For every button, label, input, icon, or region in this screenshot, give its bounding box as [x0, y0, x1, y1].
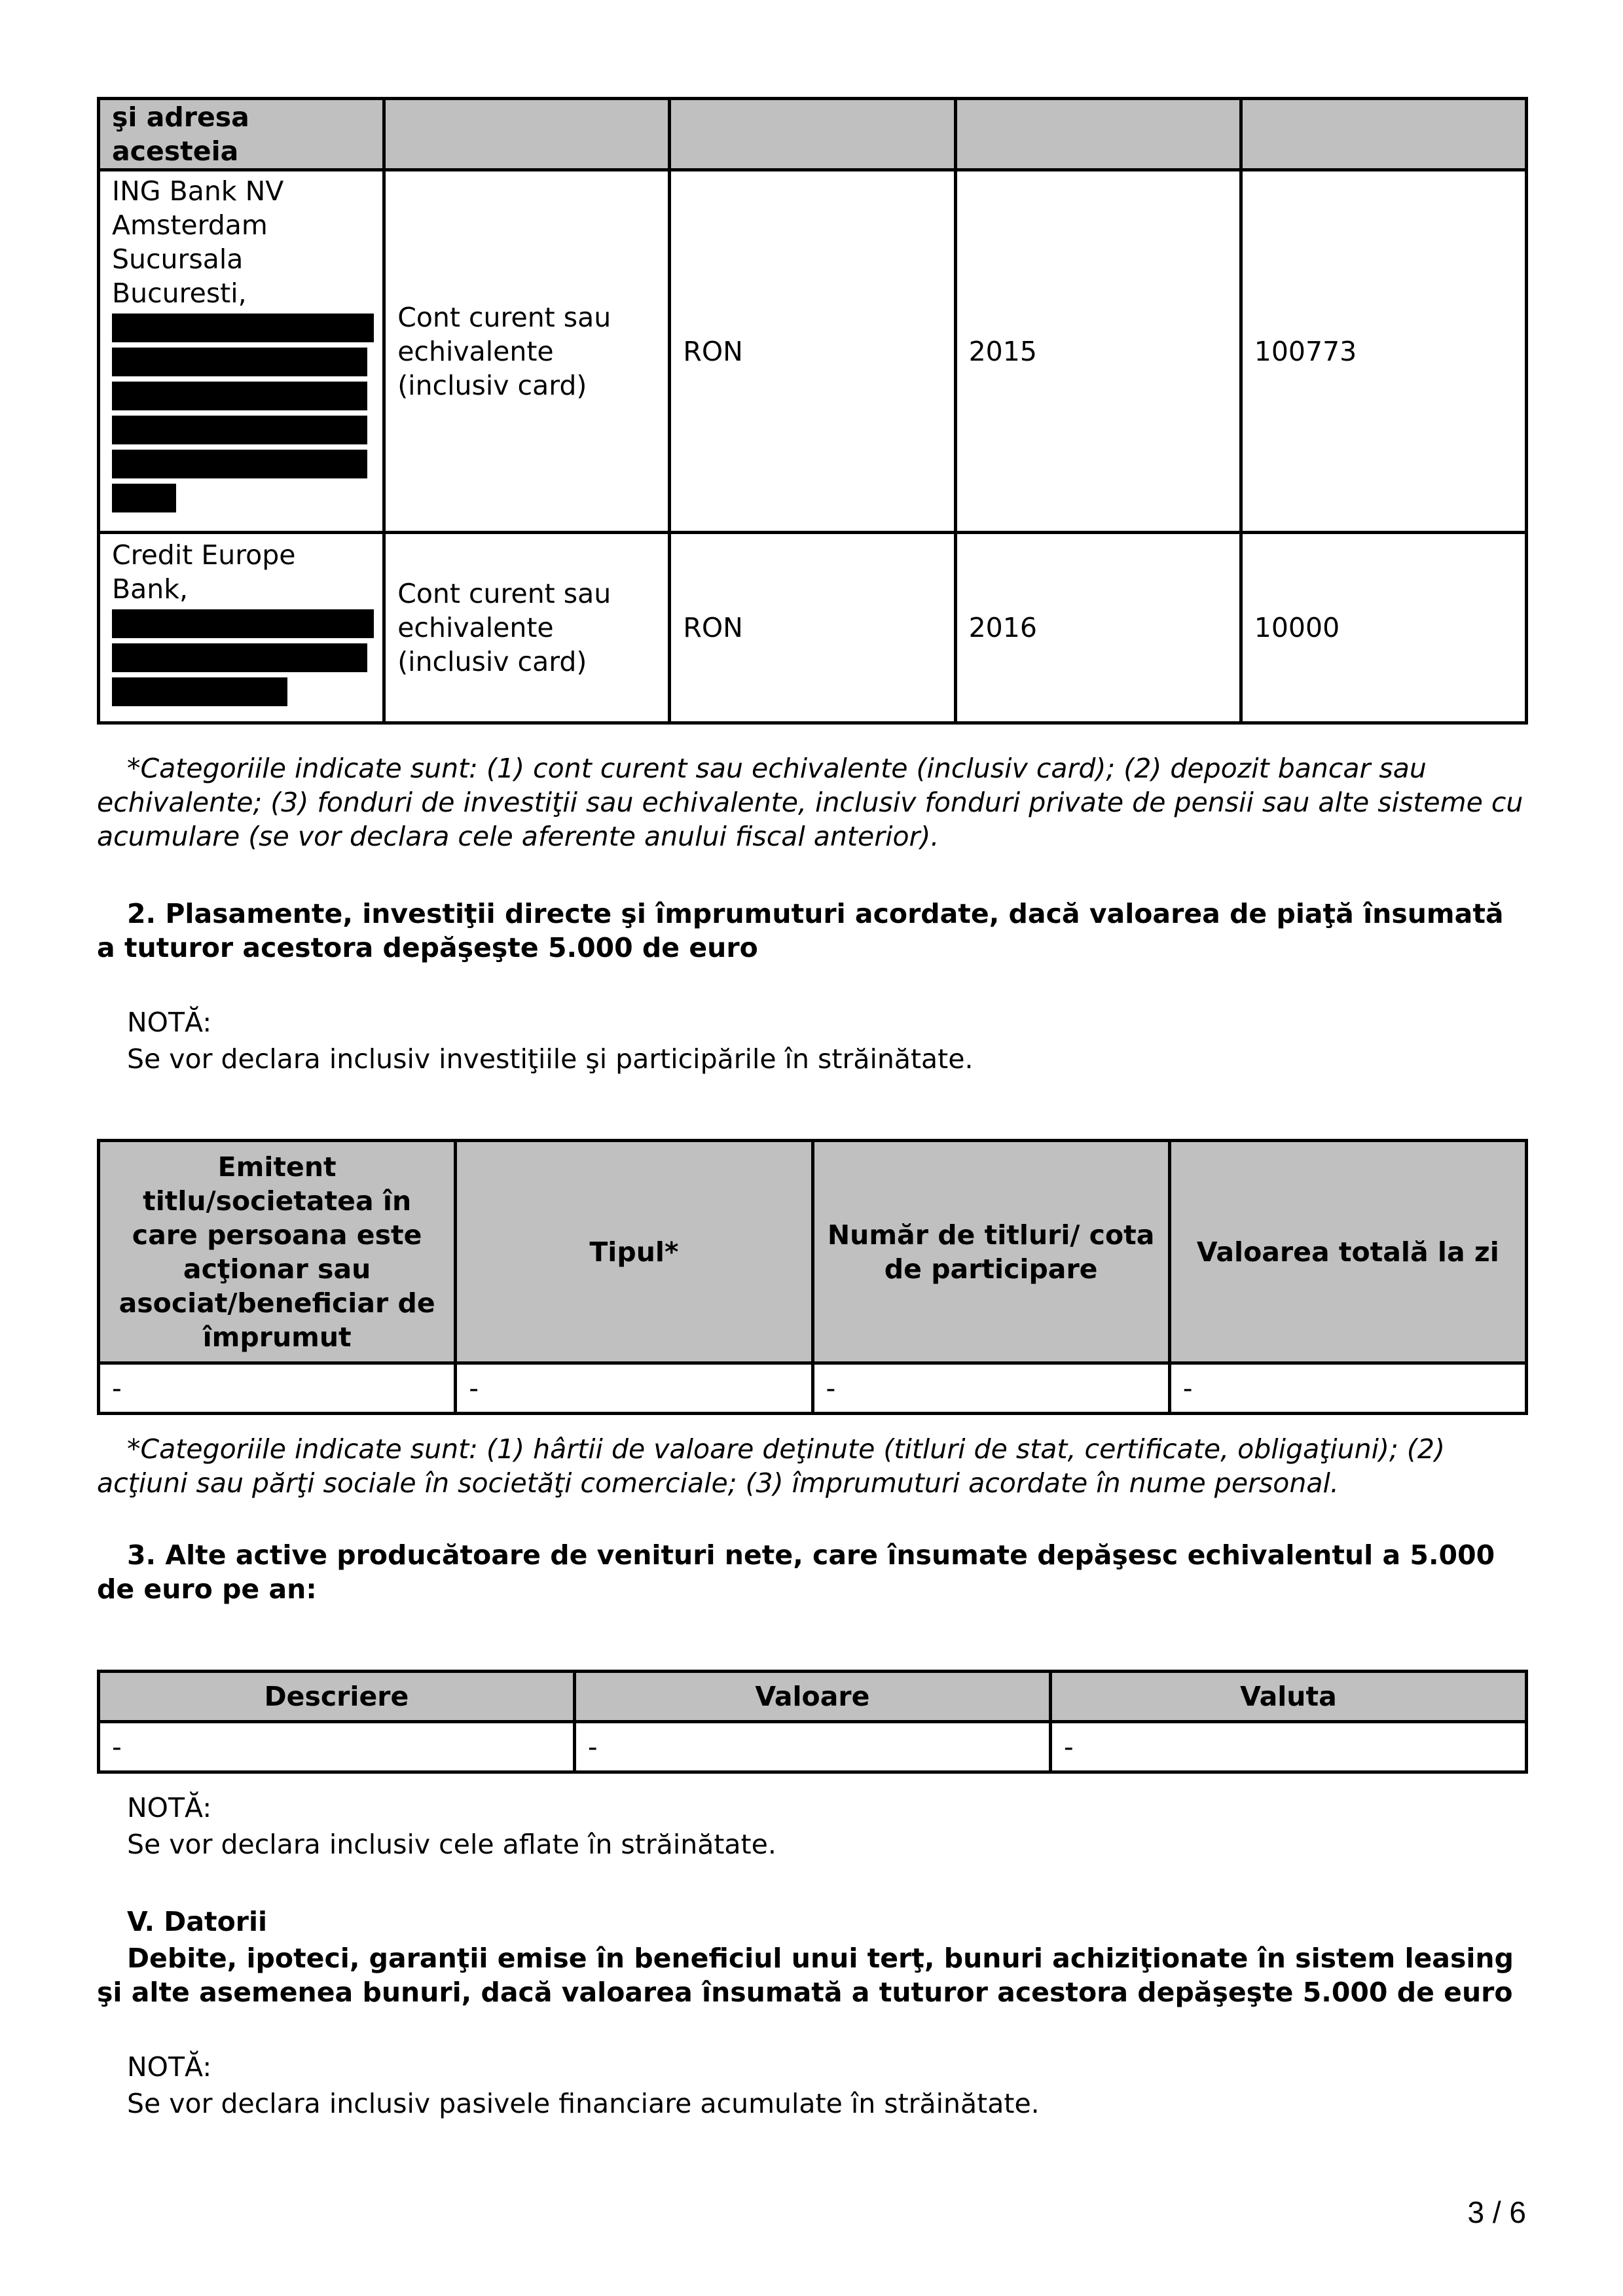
redaction-block: [112, 677, 287, 706]
balance-cell: 10000: [1241, 533, 1526, 723]
category-cell: Cont curent sau echivalente (inclusiv card): [384, 533, 670, 723]
section-3-title: 3. Alte active producătoare de venituri nete, care însumate depăşesc echivalentul a 5.000 de euro pe an:: [97, 1539, 1495, 1605]
category-cell: Cont curent sau echivalente (inclusiv card): [384, 170, 670, 533]
header-cell: [1241, 99, 1526, 170]
section-5-nota-text: Se vor declara inclusiv pasivele financiare acumulate în străinătate.: [127, 2088, 1040, 2119]
header-cell: Tipul*: [456, 1141, 812, 1363]
header-cell: şi adresa acesteia: [99, 99, 384, 170]
section-3-nota-label: NOTĂ:: [127, 1792, 212, 1823]
redaction-block: [112, 450, 367, 478]
section-5-nota-label: NOTĂ:: [127, 2051, 212, 2083]
redaction-block: [112, 348, 367, 376]
header-cell: Emitent titlu/societatea în care persoana este acţionar sau asociat/beneficiar de împrumut: [99, 1141, 456, 1363]
investments-table: [97, 1139, 1528, 1415]
table-cell: -: [1169, 1363, 1526, 1414]
currency-cell: RON: [670, 170, 955, 533]
header-cell: Descriere: [99, 1672, 575, 1722]
table-header-row: [99, 99, 1527, 170]
section-5-subtitle: Debite, ipoteci, garanţii emise în beneficiul unui terţ, bunuri achiziţionate în sistem leasing şi alte asemenea bunuri, dacă valoarea însumată a tuturor acestora depăşeşte 5.000 de euro: [97, 1943, 1514, 2008]
section-2-title: 2. Plasamente, investiţii directe şi împrumuturi acordate, dacă valoarea de piaţă însumată a tuturor acestora depăşeşte 5.000 de euro: [97, 898, 1504, 963]
header-cell: [670, 99, 955, 170]
section-3-nota-text: Se vor declara inclusiv cele aflate în străinătate.: [127, 1829, 776, 1860]
header-cell: [955, 99, 1241, 170]
header-cell: Valoarea totală la zi: [1169, 1141, 1526, 1363]
investments-categories-note: *Categoriile indicate sunt: (1) hârtii de valoare deţinute (titluri de stat, certificate, obligaţiuni); (2) acţiuni sau părţi sociale în societăţi comerciale; (3) împrumuturi acordate în nume personal.: [97, 1433, 1445, 1499]
header-cell: [384, 99, 670, 170]
table-cell: -: [99, 1363, 456, 1414]
table-row: [99, 170, 1527, 533]
redaction-block: [112, 314, 374, 342]
section-5-title: V. Datorii: [127, 1906, 268, 1937]
institution-cell: [99, 533, 384, 723]
bank-accounts-table: [97, 97, 1528, 725]
table-row: [99, 1722, 1527, 1772]
table-row: [99, 1363, 1527, 1414]
table-row: [99, 533, 1527, 723]
year-cell: 2015: [955, 170, 1241, 533]
currency-cell: RON: [670, 533, 955, 723]
institution-cell: [99, 170, 384, 533]
table-cell: -: [99, 1722, 575, 1772]
redaction-block: [112, 609, 374, 638]
section-2-nota-text: Se vor declara inclusiv investiţiile şi participările în străinătate.: [127, 1043, 974, 1075]
institution-name: Credit Europe Bank,: [112, 539, 296, 605]
redaction-block: [112, 643, 367, 672]
institution-name: ING Bank NV Amsterdam Sucursala Bucuresti,: [112, 175, 284, 309]
redaction-block: [112, 416, 367, 444]
table-header-row: [99, 1672, 1527, 1722]
table-cell: -: [812, 1363, 1169, 1414]
table-cell: -: [456, 1363, 812, 1414]
header-cell: Valuta: [1050, 1672, 1526, 1722]
page-number: 3 / 6: [1467, 2195, 1526, 2229]
accounts-categories-note: *Categoriile indicate sunt: (1) cont curent sau echivalente (inclusiv card); (2) depozit bancar sau echivalente; (3) fonduri de investiţii sau echivalente, inclusiv fonduri private de pensii sau alte sisteme cu acumulare (se vor declara cele aferente anului fiscal anterior).: [97, 753, 1523, 852]
header-cell: Valoare: [574, 1672, 1050, 1722]
redaction-block: [112, 484, 176, 512]
redaction-block: [112, 382, 367, 410]
other-assets-table: [97, 1670, 1528, 1774]
table-header-row: [99, 1141, 1527, 1363]
table-cell: -: [574, 1722, 1050, 1772]
year-cell: 2016: [955, 533, 1241, 723]
table-cell: -: [1050, 1722, 1526, 1772]
header-cell: Număr de titluri/ cota de participare: [812, 1141, 1169, 1363]
section-2-nota-label: NOTĂ:: [127, 1007, 212, 1038]
balance-cell: 100773: [1241, 170, 1526, 533]
